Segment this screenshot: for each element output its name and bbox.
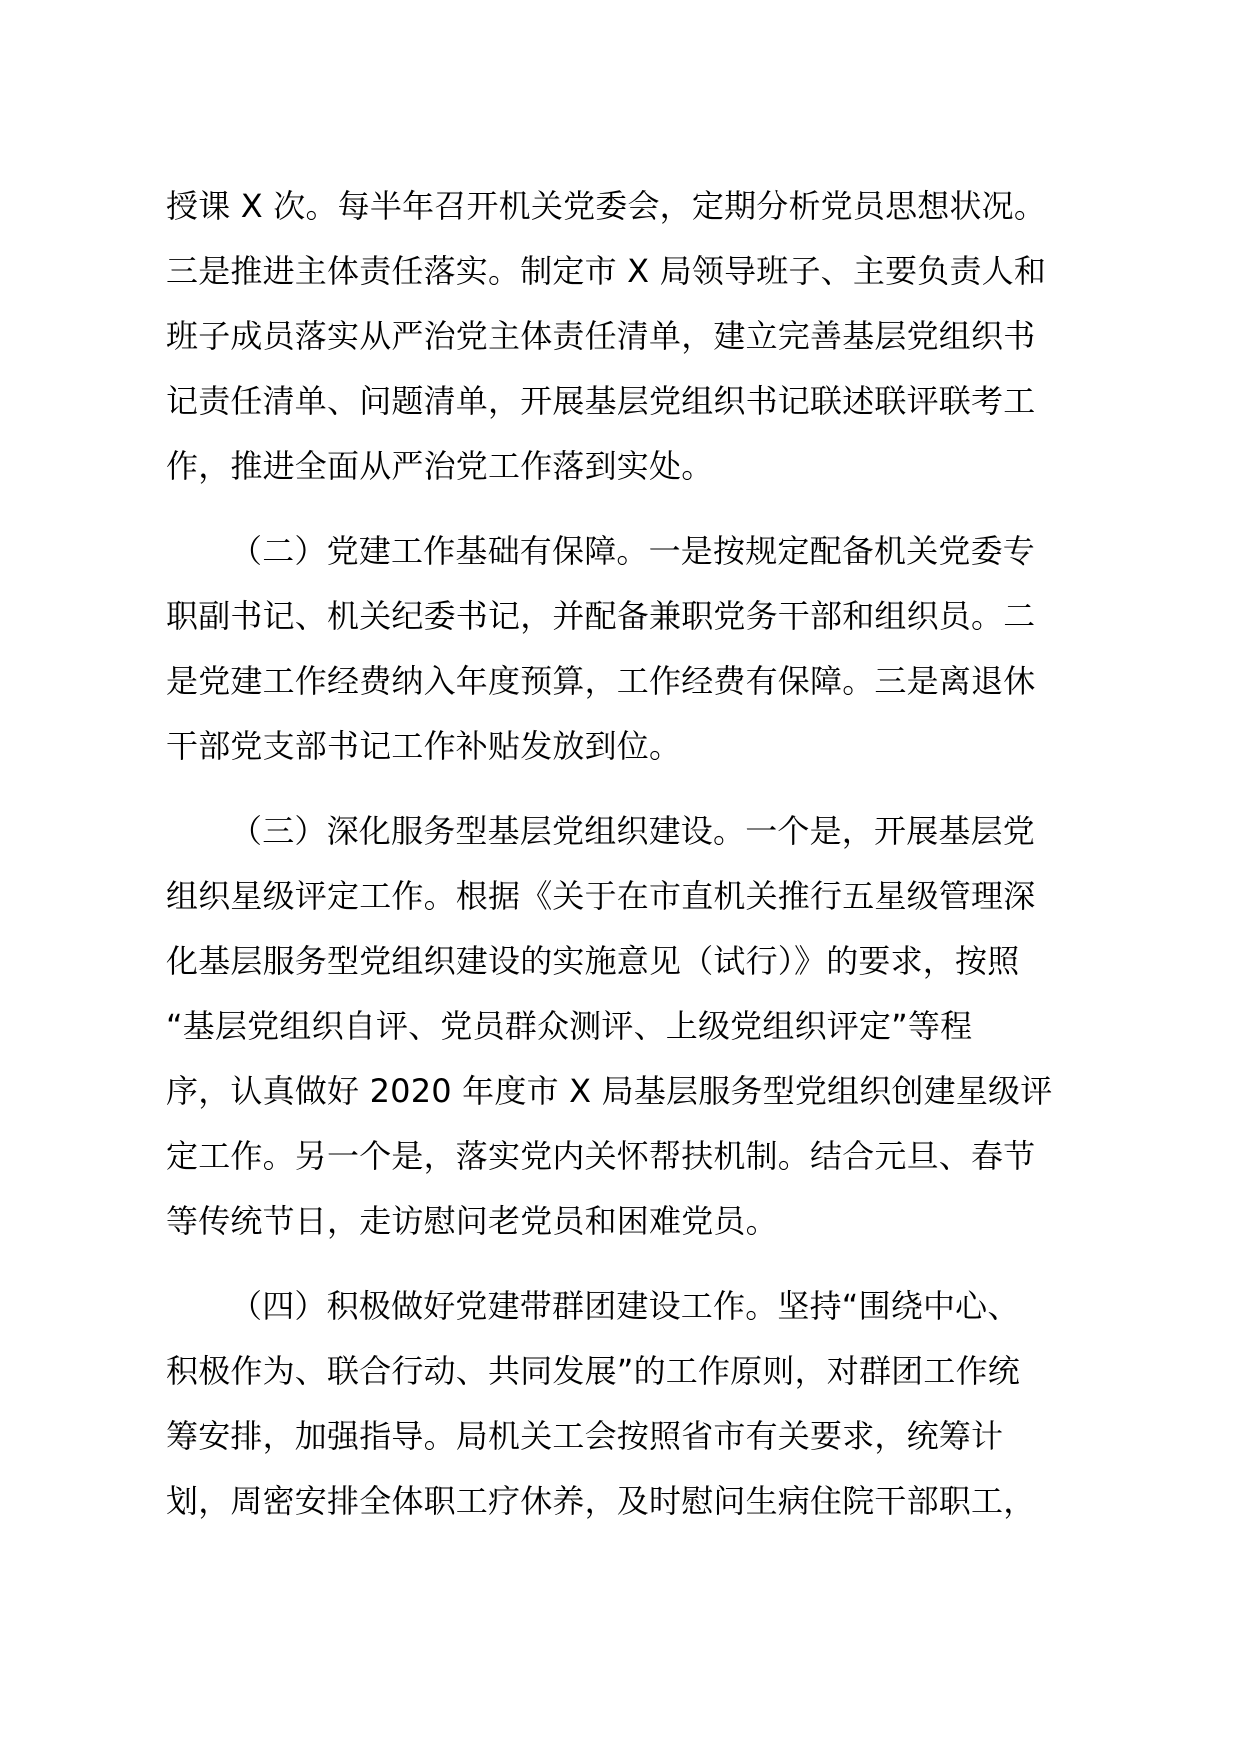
text-line: 是党建工作经费纳入年度预算，工作经费有保障。三是离退休 (166, 662, 1036, 700)
section-heading-line: （四）积极做好党建带群团建设工作。坚持“围绕中心、 (230, 1287, 1020, 1325)
text-line: “基层党组织自评、党员群众测评、上级党组织评定”等程 (166, 1007, 973, 1045)
text-line: 干部党支部书记工作补贴发放到位。 (166, 727, 682, 765)
text-line: 定工作。另一个是，落实党内关怀帮扶机制。结合元旦、春节 (166, 1137, 1036, 1175)
text-line: 序，认真做好 2020 年度市 X 局基层服务型党组织创建星级评 (166, 1072, 1053, 1110)
text-line: 筹安排，加强指导。局机关工会按照省市有关要求，统筹计 (166, 1417, 1004, 1455)
text-line: 职副书记、机关纪委书记，并配备兼职党务干部和组织员。二 (166, 597, 1036, 635)
text-line: 三是推进主体责任落实。制定市 X 局领导班子、主要负责人和 (166, 252, 1047, 290)
text-line: 等传统节日，走访慰问老党员和困难党员。 (166, 1202, 778, 1240)
text-line: 化基层服务型党组织建设的实施意见（试行）》的要求，按照 (166, 942, 1020, 980)
section-heading-line: （三）深化服务型基层党组织建设。一个是，开展基层党 (230, 812, 1036, 850)
paragraph-gap (166, 1254, 1086, 1274)
text-line: 授课 X 次。每半年召开机关党委会，定期分析党员思想状况。 (166, 187, 1047, 225)
text-line: 划，周密安排全体职工疗休养，及时慰问生病住院干部职工， (166, 1482, 1036, 1520)
text-line: 作，推进全面从严治党工作落到实处。 (166, 447, 714, 485)
section-heading-line: （二）党建工作基础有保障。一是按规定配备机关党委专 (230, 532, 1036, 570)
text-line: 积极作为、联合行动、共同发展”的工作原则，对群团工作统 (166, 1352, 1020, 1390)
text-line: 记责任清单、问题清单，开展基层党组织书记联述联评联考工 (166, 382, 1036, 420)
text-line: 班子成员落实从严治党主体责任清单，建立完善基层党组织书 (166, 317, 1036, 355)
paragraph-gap (166, 779, 1086, 799)
text-line: 组织星级评定工作。根据《关于在市直机关推行五星级管理深 (166, 877, 1036, 915)
paragraph-gap (166, 499, 1086, 519)
document-body (166, 174, 1086, 1534)
